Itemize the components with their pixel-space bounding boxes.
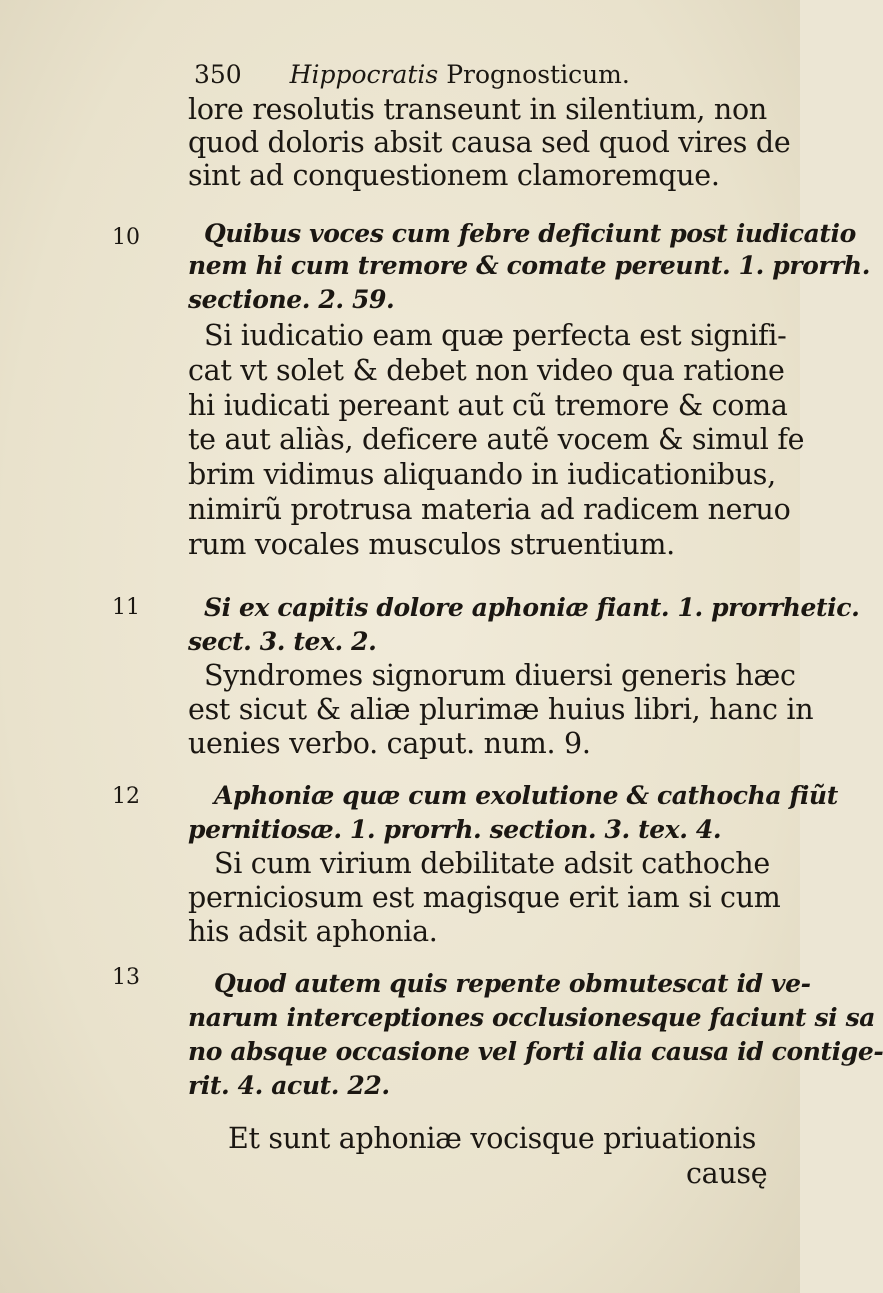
lemma-line: Quod autem quis repente obmutescat id ve- [214, 969, 811, 998]
text-line: perniciosum est magisque erit iam si cum [188, 881, 781, 914]
margin-number: 10 [112, 225, 140, 250]
lemma-line: sect. 3. tex. 2. [188, 627, 377, 656]
lemma-line: Quibus voces cum febre deficiunt post iudicatio [204, 219, 856, 248]
lemma-line: no absque occasione vel forti alia causa id contige- [188, 1037, 883, 1066]
page-number: 350 [194, 60, 242, 89]
catchword: causę [686, 1157, 768, 1190]
text-line: Si cum virium debilitate adsit cathoche [214, 847, 770, 880]
text-line: cat vt solet & debet non video qua ratione [188, 354, 785, 387]
lemma-line: Aphoniæ quæ cum exolutione & cathocha fiũt [214, 781, 838, 810]
lemma-line: Si ex capitis dolore aphoniæ fiant. 1. prorrhetic. [204, 593, 860, 622]
text-line: quod doloris absit causa sed quod vires de [188, 126, 791, 159]
text-line: brim vidimus aliquando in iudicationibus, [188, 458, 776, 491]
lemma-line: rit. 4. acut. 22. [188, 1071, 390, 1100]
text-line: sint ad conquestionem clamoremque. [188, 159, 720, 192]
lemma-line: pernitiosæ. 1. prorrh. section. 3. tex. 4. [188, 815, 722, 844]
running-header [194, 60, 630, 90]
margin-number: 12 [112, 784, 140, 809]
text-line: rum vocales musculos struentium. [188, 528, 675, 561]
margin-number: 13 [112, 965, 140, 990]
text-line: his adsit aphonia. [188, 915, 438, 948]
lemma-line: narum interceptiones occlusionesque faciunt si sa [188, 1003, 876, 1032]
lemma-line: sectione. 2. 59. [188, 285, 395, 314]
text-line: te aut aliàs, deficere autẽ vocem & simul fe [188, 423, 805, 456]
text-line: est sicut & aliæ plurimæ huius libri, hanc in [188, 693, 814, 726]
lemma-line: nem hi cum tremore & comate pereunt. 1. prorrh. [188, 251, 871, 280]
margin-number: 11 [112, 595, 140, 620]
running-title-italic: Hippocratis [289, 60, 439, 89]
text-line: Syndromes signorum diuersi generis hæc [204, 659, 796, 692]
text-line: lore resolutis transeunt in silentium, non [188, 93, 767, 126]
text-line: Et sunt aphoniæ vocisque priuationis [228, 1122, 757, 1155]
running-title: Prognosticum. [446, 60, 630, 89]
text-line: uenies verbo. caput. num. 9. [188, 727, 591, 760]
text-line: hi iudicati pereant aut cũ tremore & coma [188, 389, 788, 422]
text-line: nimirũ protrusa materia ad radicem neruo [188, 493, 791, 526]
text-line: Si iudicatio eam quæ perfecta est signifi- [204, 319, 787, 352]
